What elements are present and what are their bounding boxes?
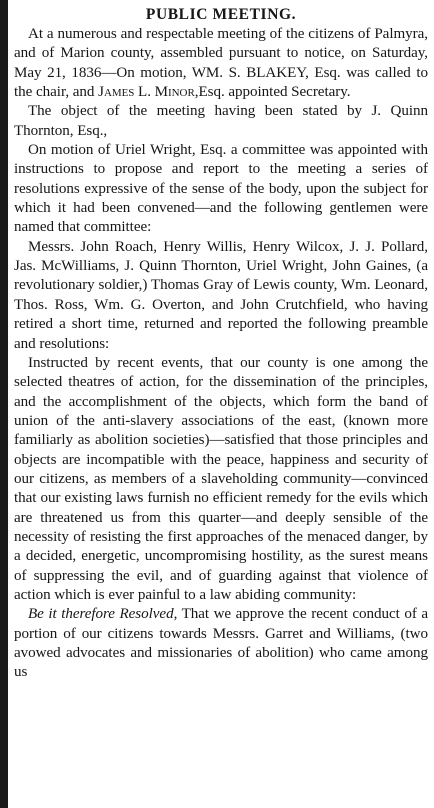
paragraph-meeting-opening	[14, 25, 428, 102]
secretary-name: James L. Minor,	[98, 84, 199, 101]
resolution-lead: Be it therefore Resolved,	[28, 606, 178, 623]
paragraph-resolution	[14, 605, 428, 682]
column-rule	[0, 0, 8, 808]
paragraph-object-stated: The object of the meeting having been stated by J. Quinn Thornton, Esq.,	[14, 103, 428, 139]
opening-text-end: Esq. appointed Secretary.	[198, 84, 351, 101]
opening-text: At a numerous and respectable meeting of the citizens of Palmyra, and of Marion county, assembled pursuant to notice, on Saturday, May 21, 1836—On motion, WM. S. BLAKEY, Esq. was called to the chair, and	[14, 26, 428, 101]
paragraph-committee-members: Messrs. John Roach, Henry Willis, Henry Wilcox, J. J. Pollard, Jas. McWilliams, J. Quinn Thornton, Uriel Wright, John Gaines, (a revolutionary soldier,) Thomas Gray of Lewis county, Wm. Leonard, Thos. Ross, Wm. G. Overton, and John Crutchfield, who having retired a short time, returned and reported the following preamble and resolutions:	[14, 238, 428, 352]
paragraph-preamble: Instructed by recent events, that our county is one among the selected theatres of action, for the dissemination of the principles, and the accomplishment of the objects, which form the band of union of the anti-slavery associations of the east, (known more familiarly as abolition societies)—satisfied that those principles and objects are incompatible with the peace, happiness and security of our citizens, as members of a slaveholding community—convinced that our existing laws furnish no efficient remedy for the evils which are threatened us from this quarter—and deeply sensible of the necessity of resisting the first approaches of the menaced danger, by a decided, energetic, uncompromising hostility, as the surest means of suppressing the evil, and of guarding against that violence of action which is ever painful to a law abiding community:	[14, 354, 428, 603]
article-title: PUBLIC MEETING.	[145, 6, 297, 23]
paragraph-committee-motion: On motion of Uriel Wright, Esq. a committee was appointed with instructions to propose and report to the meeting a series of resolutions expressive of the sense of the body, upon the subject for which it had been convened—and the following gentlemen were named that committee:	[14, 142, 428, 236]
newspaper-column	[14, 4, 428, 808]
resolution-text: That we approve the recent conduct of a portion of our citizens towards Messrs. Garret and Williams, (two avowed advocates and missionaries of abolition) who came among us	[14, 606, 428, 681]
